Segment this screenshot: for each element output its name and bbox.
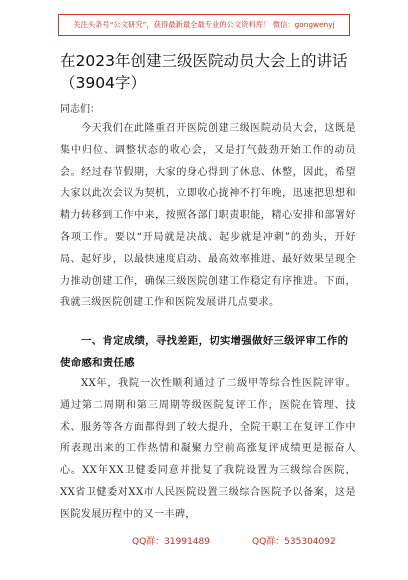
paragraph-section-1: XX年，我院一次性顺利通过了二级甲等综合性医院评审。通过第二周期和第三周期等级医院复评工作，医院在管理、技术、服务等各方面都得到了较大提升，全院干职工在复评工作中所表现出来的工作热情和凝聚力空前高涨复评成绩更是振奋人心。XX年XX卫健委同意并批复了我院设置为三级综合医院，XX省卫健委对XX市人民医院设置三级综合医院予以备案，这是医院发展历程中的又一丰碑， [60,378,356,520]
paragraph-intro: 今天我们在此隆重召开医院创建三级医院动员大会，这既是集中归位、调整状态的收心会，又是打气鼓劲开始工作的动员会。经过春节假期，大家的身心得到了休息、休整，因此，希望大家以此次会议为契机，立即收心拢神不打年晚，迅速把思想和精力转移到工作中来，按照各部门职责职能，精心安排和部署好各项工作。要以“开局就是决战、起步就是冲刺”的劲头，开好局、起好步，以最快速度启动、最高效率推进、最好效果呈现全力推动创建工作，确保三级医院创建工作稳定有序推进。下面，我就三级医院创建工作和医院发展讲几点要求。 [60,123,356,309]
top-banner [58,14,350,36]
document-title: 在2023年创建三级医院动员大会上的讲话（3904字） [60,52,348,92]
salutation: 同志们： [60,104,100,115]
section-heading: 一、肯定成绩，寻找差距，切实增强做好三级评审工作的使命感和责任感 [60,335,349,369]
footer-qq-group-1: QQ群：31991489 [132,537,210,547]
banner-text: 关注头条号“公文研究”，获得最新最全最专业的公文资料库！ 微信：gongwenyj [73,20,335,29]
footer-qq-group-2: QQ群：535304092 [252,537,336,547]
